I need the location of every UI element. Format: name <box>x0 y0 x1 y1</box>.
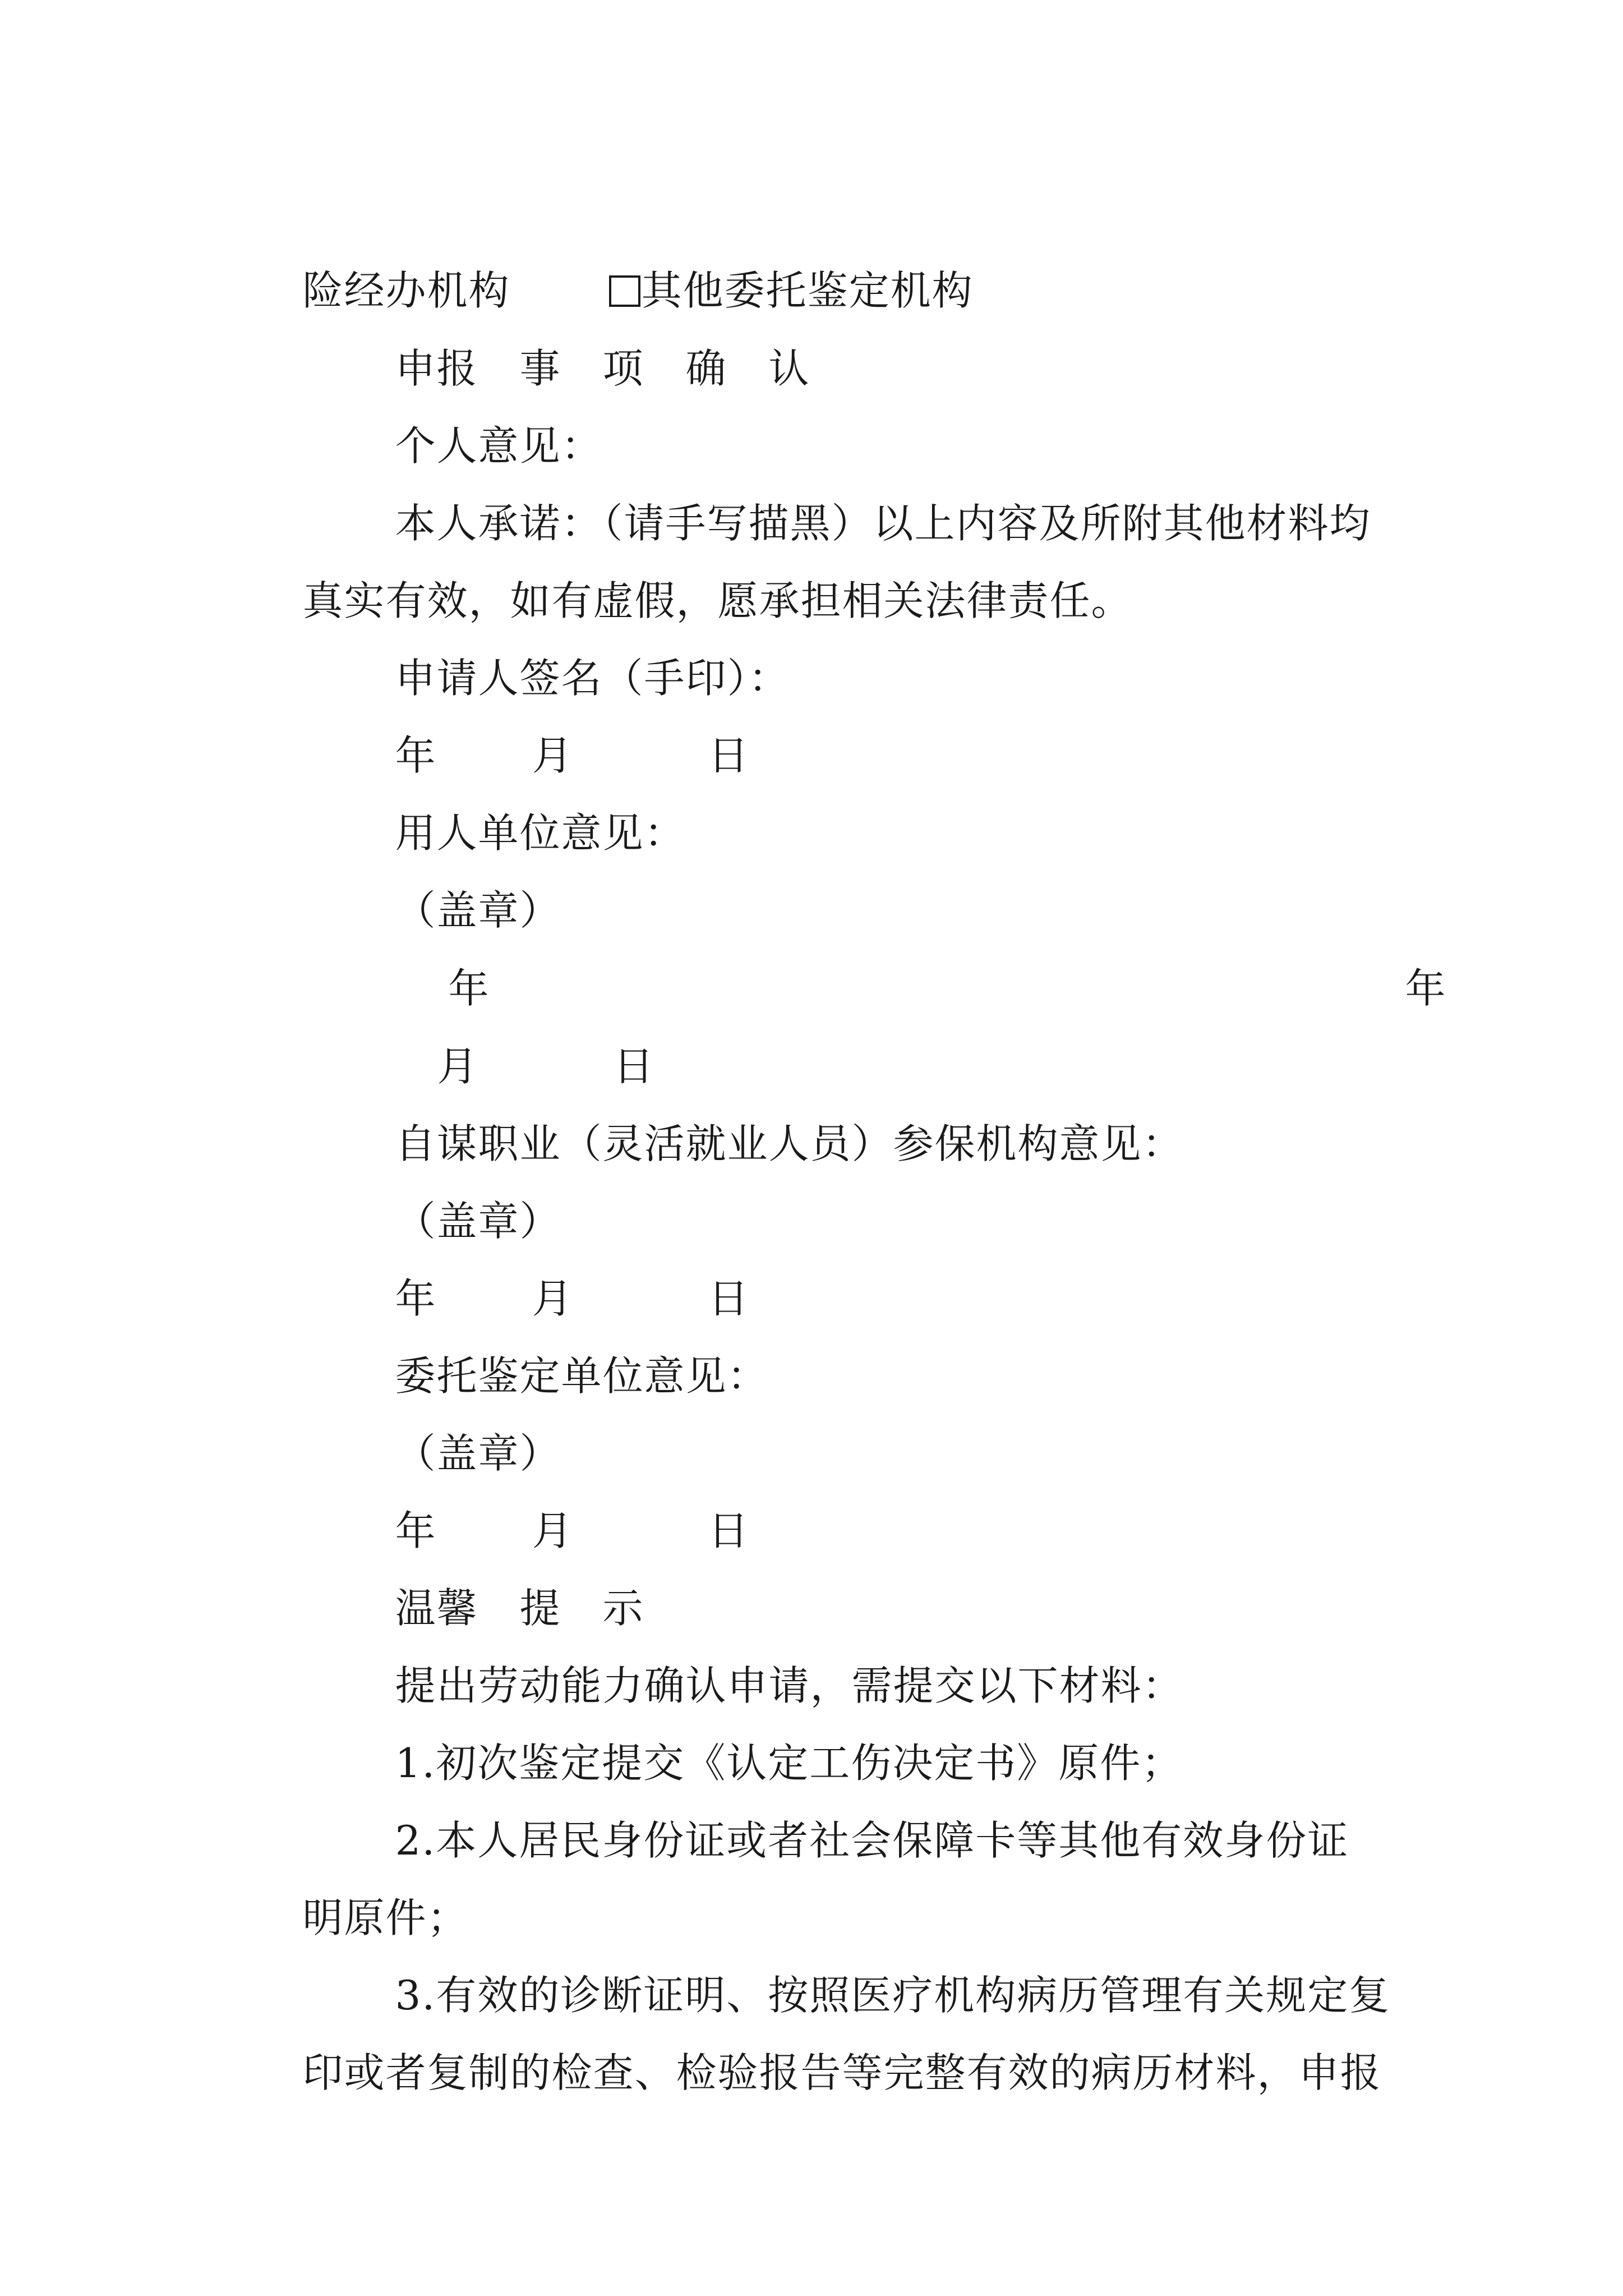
reminder-heading-text: 温馨 提 示 <box>395 1585 644 1632</box>
date-day: 日 <box>613 1043 655 1090</box>
entrusting-unit-opinion-text: 委托鉴定单位意见： <box>395 1352 769 1400</box>
date-year: 年 <box>395 1275 437 1322</box>
self-employed-opinion-text: 自谋职业（灵活就业人员）参保机构意见： <box>395 1120 1184 1167</box>
date-month: 月 <box>532 732 574 779</box>
entrusting-unit-seal-text: （盖章） <box>395 1430 561 1477</box>
material-item-3-text-1: 3.有效的诊断证明、按照医疗机构病历管理有关规定复 <box>395 1972 1391 2019</box>
material-item-1-text: 1.初次鉴定提交《认定工伤决定书》原件； <box>395 1740 1183 1787</box>
material-item-3-line2 <box>247 1997 1382 2148</box>
date-year: 年 <box>395 1507 437 1554</box>
materials-intro-text: 提出劳动能力确认申请，需提交以下材料： <box>395 1662 1184 1709</box>
personal-opinion-text: 个人意见： <box>395 422 603 470</box>
date-month: 月 <box>437 1043 479 1090</box>
employer-seal-text: （盖章） <box>395 887 561 934</box>
date-year: 年 <box>448 965 490 1012</box>
agency-option-tail-text: 险经办机构 <box>302 267 510 314</box>
date-month: 月 <box>532 1275 574 1322</box>
date-day: 日 <box>708 1507 750 1554</box>
date-year: 年 <box>395 732 437 779</box>
date-month: 月 <box>532 1507 574 1554</box>
applicant-signature-text: 申请人签名（手印）： <box>395 655 790 702</box>
other-agency-label: 其他委托鉴定机构 <box>641 267 974 314</box>
pledge-text-2: 真实有效，如有虚假，愿承担相关法律责任。 <box>302 577 1133 624</box>
material-item-2-text-1: 2.本人居民身份证或者社会保障卡等其他有效身份证 <box>395 1817 1349 1864</box>
material-item-2-line1 <box>339 1765 1349 1916</box>
pledge-text-1: 本人承诺：（请手写描黑）以上内容及所附其他材料均 <box>395 500 1371 547</box>
date-day: 日 <box>708 1275 750 1322</box>
date-day: 日 <box>708 732 750 779</box>
self-employed-seal-text: （盖章） <box>395 1198 561 1245</box>
employer-date-year-right <box>1349 913 1447 1064</box>
section-heading-confirm-text: 申报 事 项 确 认 <box>395 345 810 392</box>
employer-opinion-text: 用人单位意见： <box>395 809 686 857</box>
date-year: 年 <box>1405 965 1447 1012</box>
material-item-2-text-2: 明原件； <box>302 1894 469 1941</box>
material-item-3-text-2: 印或者复制的检查、检验报告等完整有效的病历材料，申报 <box>302 2049 1382 2096</box>
